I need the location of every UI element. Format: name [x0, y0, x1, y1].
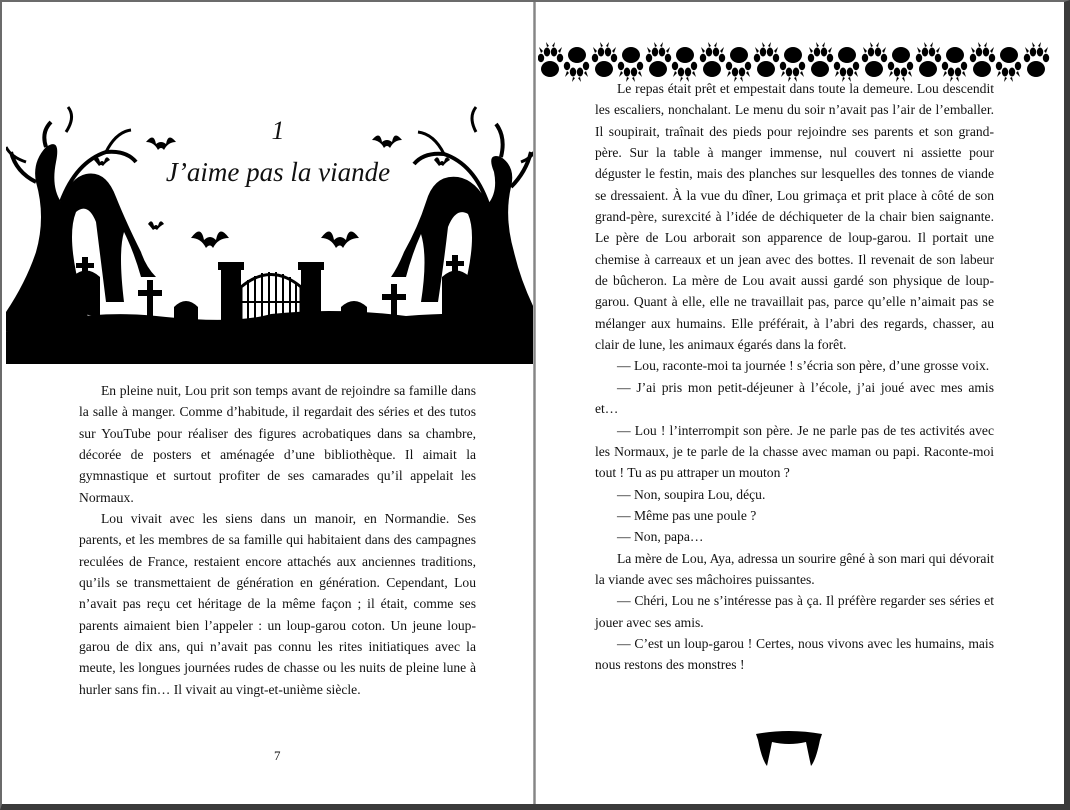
dialogue-line: — Chéri, Lou ne s’intéresse pas à ça. Il préfère regarder ses séries et jouer avec ses amis.	[595, 593, 994, 630]
paw-print-icon	[538, 42, 1062, 82]
paragraph: Lou vivait avec les siens dans un manoir, en Normandie. Ses parents, et les membres de sa famille qui habitaient dans des campagnes reculées de France, restaient encore attachés aux anciennes traditions, qu’ils se transmettaient de génération en génération. Cependant, Lou n’avait pas reçu cet héritage de la même façon ; il était, comme ses parents aimaient bien l’appeler : un loup-garou coton. Un jeune loup-garou de dix ans, qui n’avait pas connu les rites initiatiques avec la meute, les longues journées rudes de chasse ou les nuits de pleine lune à hurler sans fin… Il vivait au vingt-et-unième siècle.	[79, 511, 476, 697]
dialogue-line: — Même pas une poule ?	[617, 507, 757, 523]
page-number: 7	[274, 748, 281, 763]
paragraph: En pleine nuit, Lou prit son temps avant de rejoindre sa famille dans la salle à manger. Comme d’habitude, il regardait des séries et des tutos sur YouTube pour réaliser des figures acrobatiques dans sa chambre, décorée de posters et aménagée d’une bibliothèque. Il aimait la gymnastique et surtout profiter de ses camarades qu’il appelait les Normaux.	[79, 383, 476, 505]
dialogue-line: — Non, soupira Lou, déçu.	[617, 486, 766, 502]
dialogue-line: — Lou ! l’interrompit son père. Je ne parle pas de tes activités avec les Normaux, je te parle de la chasse avec maman ou papi. Raconte-moi tout ! Tu as pu attraper un mouton ?	[595, 422, 994, 481]
chapter-title: J’aime pas la viande	[165, 157, 391, 187]
chapter-number: 1	[271, 116, 285, 145]
dialogue-line: — Lou, raconte-moi ta journée ! s’écria son père, d’une grosse voix.	[617, 358, 990, 374]
left-page	[2, 2, 533, 804]
dialogue-line: — C’est un loup-garou ! Certes, nous vivons avec les humains, mais nous restons des monstres !	[595, 635, 994, 673]
paragraph: La mère de Lou, Aya, adressa un sourire gêné à son mari qui dévorait la viande avec ses mâchoires puissantes.	[595, 550, 994, 587]
page-number: 8	[787, 747, 795, 762]
dialogue-line: — Non, papa…	[617, 529, 704, 545]
right-page	[536, 2, 1064, 804]
dialogue-line: — J’ai pris mon petit-déjeuner à l’école, j’ai joué avec mes amis et…	[595, 379, 994, 417]
left-page-text	[79, 380, 476, 700]
right-page-text	[595, 78, 994, 676]
paragraph: Le repas était prêt et empestait dans toute la demeure. Lou descendit les escaliers, nonchalant. Le menu du soir n’avait pas l’air de l’emballer. Il soupirait, traînait des pieds pour rejoindre ses parents et son grand-père. Sur la table à manger immense, nul couvert ni assiette pour déguster le festin, mais des planches sur lesquelles des tonnes de viande se dressaient. À la vue du dîner, Lou grimaça et prit place à côté de son grand-père, surexcité à l’idée de déchiqueter de la chair bien saignante. Le père de Lou arborait son apparence de loup-garou. Il portait une chemise à carreaux et un jean avec des bottes. Il revenait de son labeur de bûcheron. La mère de Lou avait aussi gardé son physique de loup-garou. Quant à elle, elle ne travaillait pas, parce qu’elle n’aimait pas se mélanger aux humains. Elle préférait, à l’abri des regards, chasser, au clair de lune, les animaux égarés dans la forêt.	[595, 81, 994, 353]
